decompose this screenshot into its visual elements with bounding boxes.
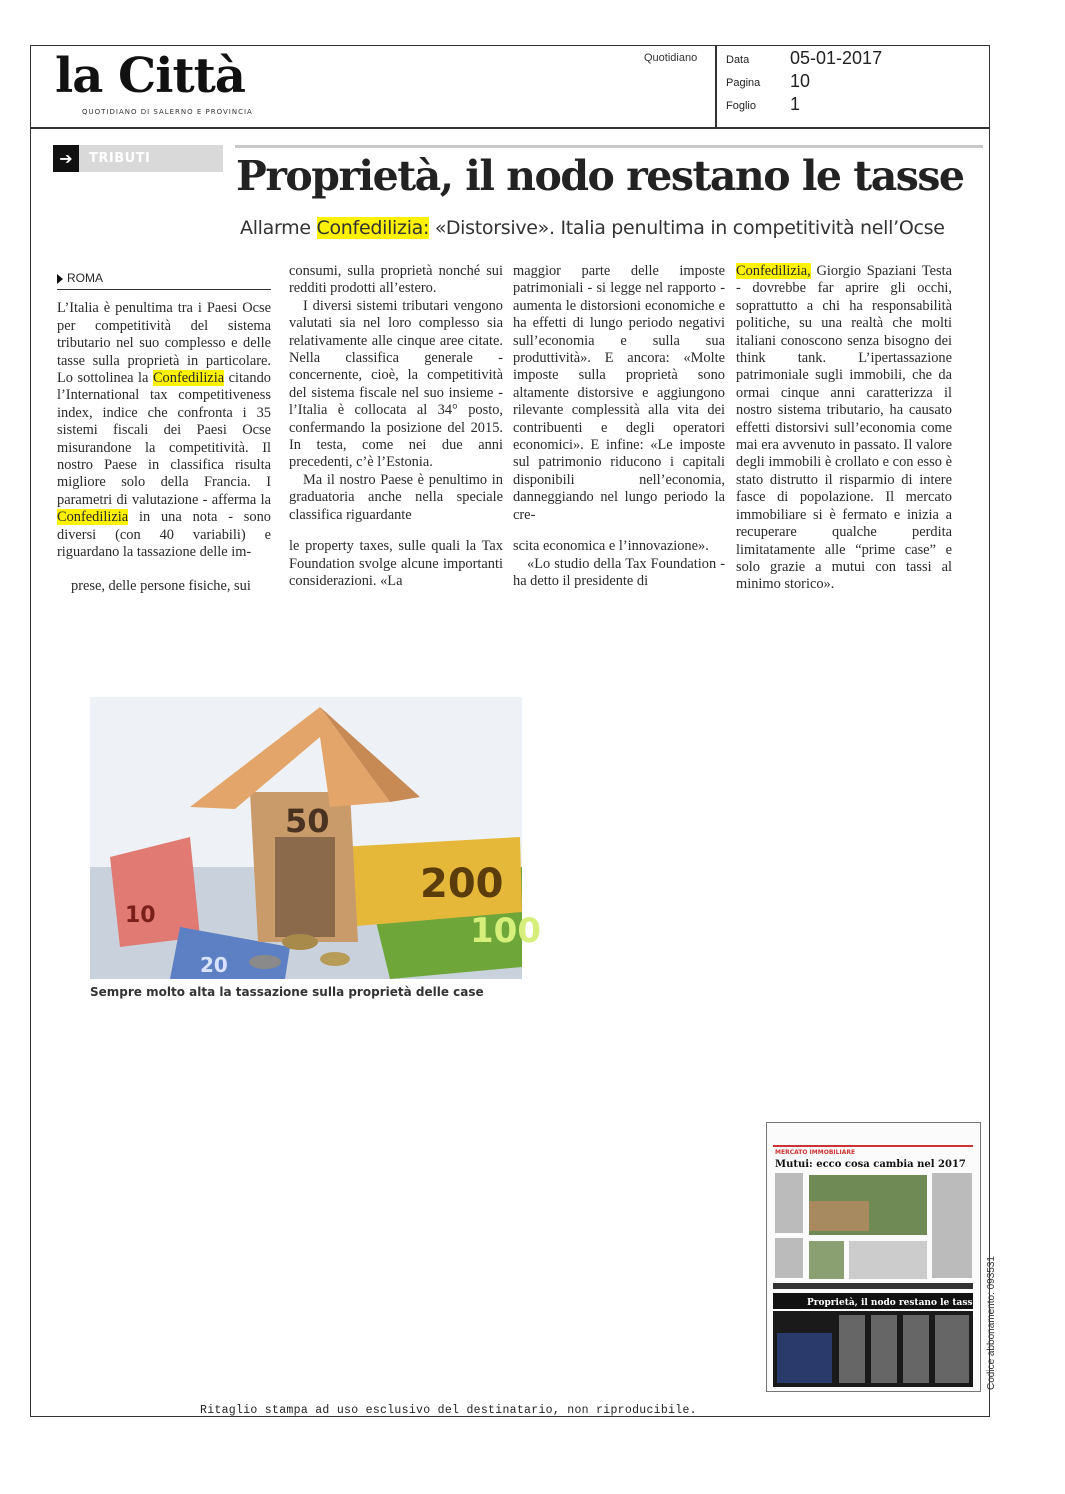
subscription-code-text: Codice abbonamento: 093531 — [986, 1256, 997, 1390]
highlight-run: Confedilizia, — [736, 263, 811, 279]
thumbnail-section: MERCATO IMMOBILIARE — [775, 1149, 856, 1156]
paragraph — [736, 263, 952, 594]
note-50-label: 50 — [285, 802, 330, 840]
paragraph — [57, 300, 271, 561]
data-value: 05-01-2017 — [790, 48, 883, 68]
newspaper-logo: la Città — [55, 48, 245, 104]
footer-disclaimer: Ritaglio stampa ad uso esclusivo del destinatario, non riproducibile. — [200, 1404, 697, 1417]
article-column-4 — [736, 263, 952, 594]
article-column-1 — [57, 270, 271, 595]
paragraph: le property taxes, sulle quali la Tax Foundation svolge alcune importanti considerazioni. «La — [289, 538, 503, 589]
text-run: in una nota - sono diversi (con 40 variabili) e riguardano la tassazione delle im- — [57, 509, 271, 561]
paragraph: maggior parte delle imposte patrimoniali - si legge nel rapporto - aumenta le distorsioni economiche e ha effetti di lungo periodo negativi sull’economia e sulla sua produttività». E ancora: «Molte imposte sulla proprietà sono altamente distorsive e aggiungono rilevante complessità alla vita dei contribuenti e degli operatori economici». E infine: «Le imposte sul patrimonio riducono i capitali disponibili nell’economia, danneggiando nel lungo periodo la cre- — [513, 263, 725, 523]
newspaper-logo-subtitle: QUOTIDIANO DI SALERNO E PROVINCIA — [82, 108, 253, 116]
subhead-text-2: «Distorsive». Italia penultima in competitività nell’Ocse — [429, 217, 945, 239]
photo-caption: Sempre molto alta la tassazione sulla proprietà delle case — [90, 985, 484, 999]
paragraph: consumi, sulla proprietà nonché sui redditi prodotti all’estero. — [289, 263, 503, 297]
dateline-text: ROMA — [67, 271, 103, 285]
subheadline — [240, 217, 945, 239]
subhead-text-1: Allarme — [240, 217, 317, 239]
paragraph: I diversi sistemi tributari vengono valutati sia nel loro complesso sia relativamente alle cinque aree citate. Nella classifica generale - concernente, cioè, la competitività del sistema fiscale nel suo insieme - l’Italia è collocata al 34° posto, confermando la posizione del 2015. In testa, come nei due anni precedenti, c’è l’Estonia. — [289, 297, 503, 471]
paragraph: prese, delle persone fisiche, sui — [71, 577, 251, 594]
paragraph: Ma il nostro Paese è penultimo in graduatoria anche nella speciale classifica riguardante — [289, 471, 503, 523]
data-label: Data — [726, 54, 750, 66]
euro-house-illustration — [90, 697, 541, 979]
text-run: L’Italia è penultima tra i Paesi Ocse per competitività del sistema tributario nel suo complesso e delle tasse sulla proprietà in particolare. Lo sottolinea la — [57, 300, 271, 387]
pagina-label: Pagina — [726, 77, 761, 89]
highlight-run: Confedilizia — [152, 370, 225, 387]
text-run: citando l’International tax competitiveness index, indice che confronta i 35 sistemi fiscali dei Paesi Ocse misurandone la competitività. Il nostro Paese in classifica risulta migliore solo della Francia. I parametri di valutazione - afferma la — [57, 370, 271, 508]
subhead-highlight: Confedilizia: — [316, 217, 430, 239]
pagina-value: 10 — [790, 71, 811, 91]
headline: Proprietà, il nodo restano le tasse — [236, 152, 964, 200]
highlight-run: Confedilizia — [57, 509, 129, 526]
page-thumbnail-illustration — [767, 1123, 980, 1391]
article-column-3 — [513, 263, 725, 590]
page-thumbnail — [766, 1122, 981, 1392]
thumbnail-title: Mutui: ecco cosa cambia nel 2017 — [775, 1159, 966, 1170]
euro-house-photo — [90, 697, 541, 979]
paragraph: scita economica e l’innovazione». — [513, 538, 709, 555]
text-run: Giorgio Spaziani Testa - dovrebbe far aprire gli occhi, soprattutto a chi ha responsabilità politiche, su una realtà che molti italiani conoscono senza bisogno dei think tank. L’ipertassazione patrimoniale sugli immobili, che da ormai cinque anni caratterizza il nostro sistema tributario, ha causato effetti distorsivi sull’economia come mai era avvenuto in passato. Il valore degli immobili è crollato e con esso è stato distrutto il risparmio di intere fasce di popolazione. Il mercato immobiliare si è fermato e inizia a recuperare qualche perdita limitatamente alle “prime case” e solo grazie a mutui con tassi al minimo storico». — [736, 263, 952, 593]
article-column-2 — [289, 263, 503, 590]
thumbnail-bottom-title: Proprietà, il nodo restano le tasse — [807, 1298, 979, 1308]
dateline — [57, 270, 271, 290]
frequency-label: Quotidiano — [644, 52, 698, 64]
headline-rule — [235, 145, 983, 148]
paragraph: «Lo studio della Tax Foundation - ha detto il presidente di — [513, 555, 725, 589]
section-badge — [53, 145, 223, 172]
triangle-bullet-icon — [57, 274, 63, 284]
subscription-code — [986, 1240, 1006, 1390]
note-20-label: 20 — [200, 953, 228, 977]
section-label: TRIBUTI — [89, 151, 151, 166]
note-10-label: 10 — [125, 903, 156, 928]
note-200-label: 200 — [420, 861, 504, 907]
note-100-label: 100 — [470, 911, 541, 951]
arrow-right-icon: ➔ — [53, 145, 79, 172]
foglio-label: Foglio — [726, 100, 756, 112]
foglio-value: 1 — [790, 94, 801, 114]
